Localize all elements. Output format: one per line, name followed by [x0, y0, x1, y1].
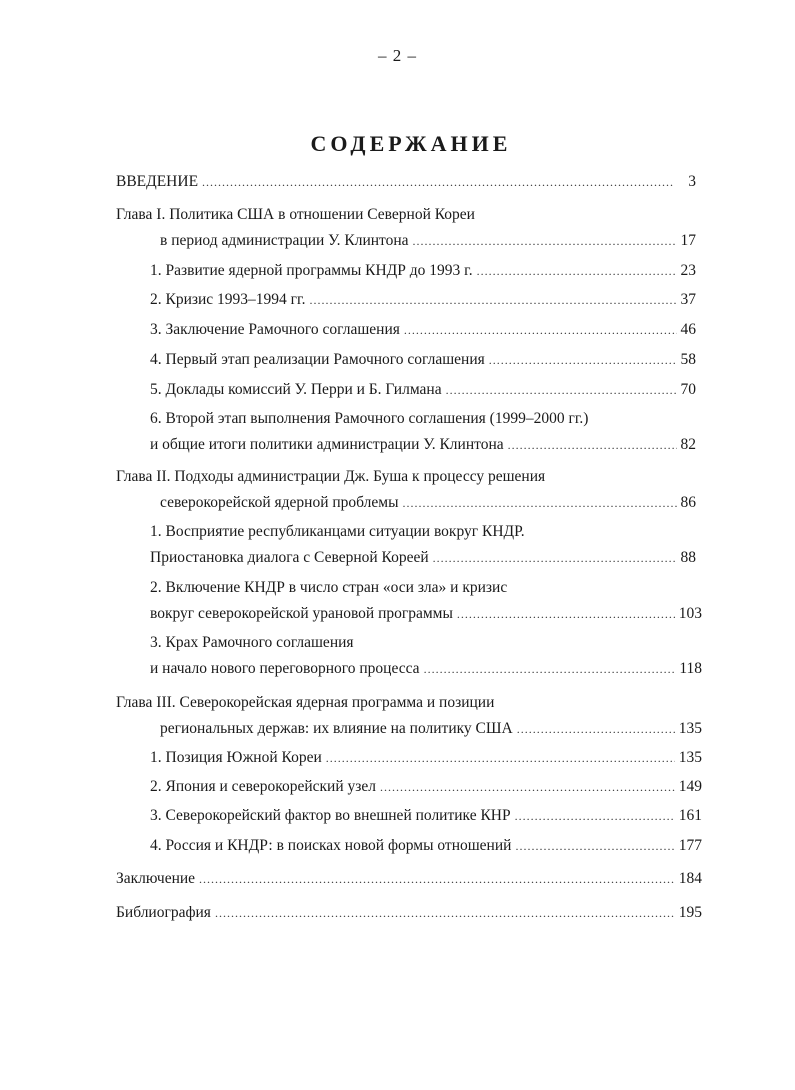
toc-entry-label: и начало нового переговорного процесса: [150, 660, 420, 677]
toc-ch2-section-1-title: 1. Восприятие республиканцами ситуации вокруг КНДР.: [150, 523, 525, 540]
toc-page-number: 70: [680, 381, 696, 398]
page-number: – 2 –: [378, 46, 417, 65]
toc-entry-intro: [116, 172, 696, 192]
leader-dots: [202, 172, 674, 192]
toc-page-number: 88: [680, 549, 696, 566]
leader-dots: [433, 548, 677, 568]
toc-page-number: 135: [678, 749, 702, 766]
toc-entry-ch1-section-4: [150, 350, 696, 370]
toc-page-number: 46: [680, 321, 696, 338]
toc-page-number: 161: [678, 807, 702, 824]
toc-entry-label: вокруг северокорейской урановой программы: [150, 605, 453, 622]
toc-page-number: 23: [680, 262, 696, 279]
toc-entry-ch2-section-3: [150, 659, 702, 679]
toc-chapter-2-title: Глава II. Подходы администрации Дж. Буша к процессу решения: [116, 468, 546, 485]
toc-entry-ch3-section-1: [150, 748, 702, 768]
toc-page-number: 86: [680, 494, 696, 511]
leader-dots: [380, 777, 675, 797]
toc-page-number: 149: [678, 778, 702, 795]
toc-page-number: 103: [678, 605, 702, 622]
toc-page-number: 17: [680, 232, 696, 249]
toc-chapter-3-title: Глава III. Северокорейская ядерная программа и позиции: [116, 694, 495, 711]
toc-entry-ch1-section-3: [150, 320, 696, 340]
toc-chapter-1-title: Глава I. Политика США в отношении Северной Кореи: [116, 206, 475, 223]
document-title: СОДЕРЖАНИЕ: [310, 131, 512, 156]
toc-page-number: 82: [680, 436, 696, 453]
leader-dots: [515, 806, 675, 826]
toc-entry-ch1-section-6: [150, 435, 696, 455]
toc-entry-ch2-section-1: [150, 548, 696, 568]
leader-dots: [215, 903, 675, 923]
toc-ch2-section-3-title: 3. Крах Рамочного соглашения: [150, 634, 354, 651]
toc-entry-bibliography: [116, 903, 702, 923]
toc-entry-label: 5. Доклады комиссий У. Перри и Б. Гилмана: [150, 381, 442, 398]
leader-dots: [404, 320, 677, 340]
toc-page-number: 195: [678, 904, 702, 921]
toc-entry-label: 1. Развитие ядерной программы КНДР до 1993 г.: [150, 262, 473, 279]
toc-entry-label: 3. Северокорейский фактор во внешней политике КНР: [150, 807, 511, 824]
leader-dots: [413, 231, 677, 251]
toc-page-number: 177: [678, 837, 702, 854]
toc-entry-label: 2. Кризис 1993–1994 гг.: [150, 291, 306, 308]
toc-page-number: 3: [688, 173, 696, 190]
toc-page-number: 118: [679, 660, 702, 677]
toc-entry-ch1-section-1: [150, 261, 696, 281]
toc-entry-conclusion: [116, 869, 702, 889]
toc-entry-label: региональных держав: их влияние на политику США: [160, 720, 513, 737]
toc-entry-ch2-section-2: [150, 604, 702, 624]
toc-entry-label: 4. Первый этап реализации Рамочного соглашения: [150, 351, 485, 368]
leader-dots: [515, 836, 674, 856]
toc-entry-label: 4. Россия и КНДР: в поисках новой формы отношений: [150, 837, 512, 854]
toc-entry-label: и общие итоги политики администрации У. Клинтона: [150, 436, 504, 453]
leader-dots: [424, 659, 676, 679]
leader-dots: [403, 493, 677, 513]
toc-page-number: 184: [678, 870, 702, 887]
toc-entry-label: 3. Заключение Рамочного соглашения: [150, 321, 400, 338]
toc-entry-chapter-2: [160, 493, 696, 513]
toc-page-number: 37: [680, 291, 696, 308]
toc-entry-chapter-1: [160, 231, 696, 251]
toc-entry-chapter-3: [160, 719, 702, 739]
toc-entry-label: северокорейской ядерной проблемы: [160, 494, 399, 511]
leader-dots: [508, 435, 677, 455]
leader-dots: [517, 719, 675, 739]
leader-dots: [489, 350, 677, 370]
toc-entry-label: Приостановка диалога с Северной Кореей: [150, 549, 429, 566]
toc-page-number: 135: [678, 720, 702, 737]
toc-entry-ch3-section-2: [150, 777, 702, 797]
leader-dots: [477, 261, 677, 281]
toc-entry-label: Заключение: [116, 870, 196, 887]
toc-entry-ch3-section-4: [150, 836, 702, 856]
toc-entry-label: Библиография: [116, 904, 211, 921]
toc-entry-ch1-section-5: [150, 380, 696, 400]
leader-dots: [310, 290, 677, 310]
toc-entry-label: 2. Япония и северокорейский узел: [150, 778, 376, 795]
toc-entry-ch1-section-2: [150, 290, 696, 310]
toc-ch1-section-6-title: 6. Второй этап выполнения Рамочного соглашения (1999–2000 гг.): [150, 410, 589, 427]
toc-page-number: 58: [680, 351, 696, 368]
leader-dots: [457, 604, 675, 624]
leader-dots: [199, 869, 675, 889]
toc-entry-ch3-section-3: [150, 806, 702, 826]
toc-entry-label: 1. Позиция Южной Кореи: [150, 749, 322, 766]
toc-entry-label: в период администрации У. Клинтона: [160, 232, 409, 249]
toc-entry-label: ВВЕДЕНИЕ: [116, 173, 199, 190]
leader-dots: [446, 380, 677, 400]
leader-dots: [326, 748, 675, 768]
toc-ch2-section-2-title: 2. Включение КНДР в число стран «оси зла» и кризис: [150, 579, 508, 596]
